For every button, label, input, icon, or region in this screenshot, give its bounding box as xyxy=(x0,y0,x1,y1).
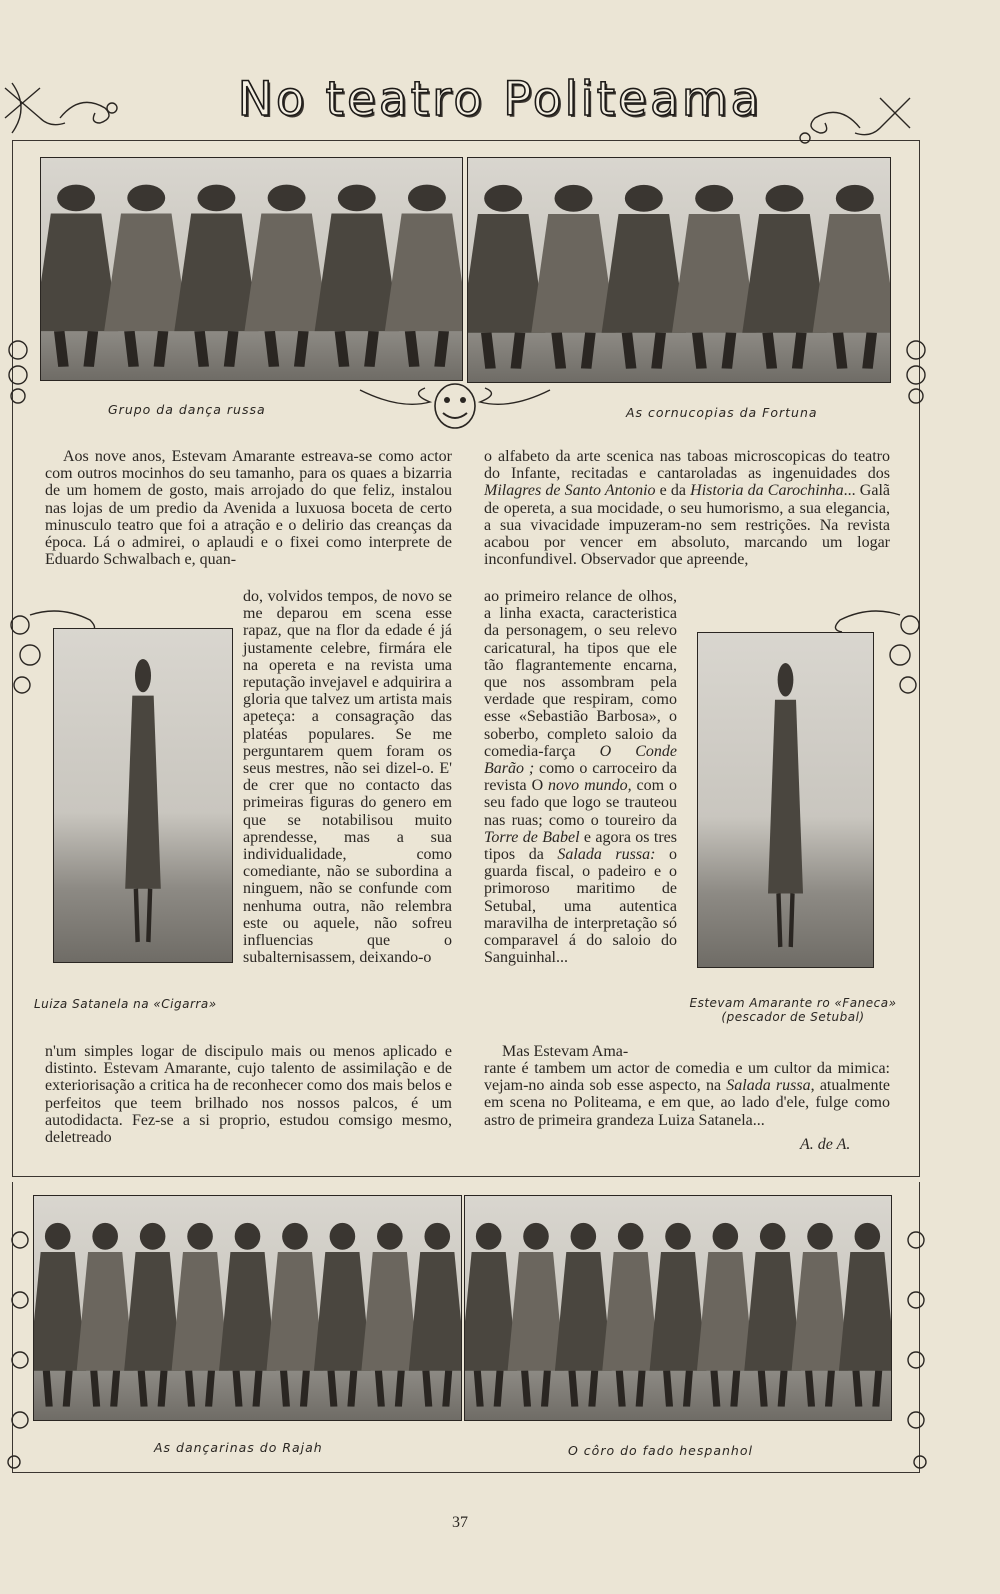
text-run: rante é tambem um actor de comedia e um cultor da mimica: vejam-no ainda sob esse aspecto, na xyxy=(484,1060,890,1095)
figure-silhouette xyxy=(266,1223,323,1407)
text-run: ao primeiro relance de olhos, a linha exacta, caracteristica da personagem, o seu relevo caricatural, ha tipos que ele tão flagrantemente encarna, que nos assombram pela verdade que respiram, como esse «Sebastião Barbosa», o soberbo, completo saloio da comedia-farça xyxy=(484,588,677,760)
text-run: , atualmente em scena no Politeama, e em que, ao lado d'ele, fulge como astro de primeira grandeza Luiza Satanela... xyxy=(484,1077,891,1129)
figure-silhouette xyxy=(768,663,803,947)
article-right-part3 xyxy=(484,1060,890,1129)
italic-work-title: Salada russa xyxy=(726,1077,811,1095)
italic-work-title: Historia da Carochinha xyxy=(690,482,844,500)
text-run: o alfabeto da arte scenica nas taboas microscopicas do teatro do Infante, recitadas e cantaroladas as ingenuidades dos xyxy=(484,448,890,483)
figure-silhouette xyxy=(34,1223,86,1407)
figure-silhouette xyxy=(742,185,826,369)
article-right-part2b xyxy=(484,1043,677,1060)
italic-work-title: novo mundo, xyxy=(548,777,632,795)
text-run: n'um simples logar de discipulo mais ou menos aplicado e distinto. Estevam Amarante, cujo talento de assimilação e de exteriorisação a critica ha de reconhecer como dos mais belos e perfeitos que teem brilhado nos nossos palcos, é um autodidacta. Fez-se a si proprio, estudou comsigo mesmo, deletreado xyxy=(45,1043,452,1147)
caption-coro-do-fado: O côro do fado hespanhol xyxy=(568,1443,753,1458)
figure-silhouette xyxy=(219,1223,276,1407)
figure-silhouette xyxy=(465,1223,517,1407)
caption-estevam-amarante: Estevam Amarante ro «Faneca» (pescador de Setubal) xyxy=(689,996,897,1024)
figure-silhouette xyxy=(508,1223,565,1407)
figure-silhouette xyxy=(104,185,188,367)
figure-silhouette xyxy=(672,185,756,369)
figure-silhouette xyxy=(602,1223,659,1407)
text-run: e agora os tres tipos da xyxy=(484,828,678,864)
photo-russian-dance-group xyxy=(40,157,463,381)
figure-silhouette xyxy=(555,1223,612,1407)
figure-silhouette xyxy=(531,185,615,369)
photo-image xyxy=(41,158,462,380)
photo-luiza-satanela xyxy=(53,628,233,963)
figure-silhouette xyxy=(697,1223,754,1407)
article-left-part2 xyxy=(243,588,452,966)
photo-image xyxy=(698,633,873,967)
text-run: Mas Estevam Ama- xyxy=(502,1043,629,1060)
photo-dancarinas-do-rajah xyxy=(33,1195,462,1421)
figure-silhouette xyxy=(124,1223,181,1407)
text-run: ... Galã de opereta, a sua mocidade, o seu humorismo, a sua elegancia, a sua vivacidade impuzeram-no sem restrições. Na revista acabou por vencer em absoluto, marcando um logar inconfundivel. Observador que apreende, xyxy=(484,482,891,569)
text-run: o guarda fiscal, o padeiro e o primoroso maritimo de Setubal, uma autentica maravilha de interpretação só comparavel á do saloio do Sanguinhal... xyxy=(484,846,678,967)
ornament-right-roses-icon xyxy=(896,330,936,410)
figure-silhouette xyxy=(385,185,462,367)
italic-work-title: Torre de Babel xyxy=(484,828,580,846)
figure-silhouette xyxy=(409,1223,461,1407)
article-left-part3 xyxy=(45,1043,452,1146)
figure-silhouette xyxy=(125,659,161,942)
theatre-mask-ornament-icon xyxy=(355,380,555,432)
figure-silhouette xyxy=(174,185,258,367)
ornament-bottom-right-roses-icon xyxy=(896,1200,936,1480)
figure-silhouette xyxy=(813,185,890,369)
italic-work-title: Milagres de Santo Antonio xyxy=(484,482,656,500)
photo-image xyxy=(465,1196,891,1420)
article-right-part1 xyxy=(484,448,890,568)
caption-dancarinas-do-rajah: As dançarinas do Rajah xyxy=(154,1440,323,1455)
figure-silhouette xyxy=(839,1223,891,1407)
page-number: 37 xyxy=(452,1514,468,1531)
ornament-left-roses-icon xyxy=(0,330,40,410)
italic-work-title: O Conde Barão ; xyxy=(484,742,677,778)
figure-silhouette xyxy=(244,185,328,367)
text-run: Aos nove anos, Estevam Amarante estreava-se como actor com outros mocinhos do seu tamanho, para os quaes a bizarria de um homem de gosto, mais arrojado do que feliz, instalou nas lojas de um predio da Avenida a luxuosa boceta de certo minusculo teatro que foi a atração e o delirio das creanças da época. Lá o admirei, o aplaudi e o fixei como interprete de Eduardo Schwalbach e, quan- xyxy=(45,448,452,569)
figure-silhouette xyxy=(314,1223,371,1407)
figure-silhouette xyxy=(650,1223,707,1407)
article-signature: A. de A. xyxy=(800,1136,851,1153)
caption-cornucopias: As cornucopias da Fortuna xyxy=(626,405,818,420)
caption-russian-dance: Grupo da dança russa xyxy=(108,402,266,417)
page-title: No teatro Politeama xyxy=(237,72,763,127)
figure-silhouette xyxy=(315,185,399,367)
photo-image xyxy=(34,1196,461,1420)
italic-work-title: Salada russa: xyxy=(557,846,656,864)
figure-silhouette xyxy=(602,185,686,369)
figure-silhouette xyxy=(172,1223,229,1407)
figure-silhouette xyxy=(77,1223,134,1407)
figure-silhouette xyxy=(468,185,545,369)
figure-silhouette xyxy=(361,1223,418,1407)
photo-cornucopias-da-fortuna xyxy=(467,157,891,383)
figure-silhouette xyxy=(41,185,118,367)
text-run: do, volvidos tempos, de novo se me deparou em scena esse rapaz, que na flor da edade é já justamente celebre, firmára ele na opereta e na revista uma reputação invejavel e adquirira a gloria que talvez um artista mais apeteça: a consagração das platéas populares. Se me perguntarem quem foram os seus mestres, não sei dizel-o. E' de crer que no contacto das primeiras figuras do genero em que se notabilisou muito aprendesse, mas a sua individualidade, como comediante, não se subordina a ninguem, não se confunde com nenhuma outra, não relembra este ou aquele, não sofreu influencias que o subalternisassem, deixando-o xyxy=(243,588,452,967)
figure-silhouette xyxy=(744,1223,801,1407)
caption-luiza-satanela: Luiza Satanela na «Cigarra» xyxy=(34,997,217,1011)
article-right-part2 xyxy=(484,588,677,966)
text-run: como o carroceiro da revista O xyxy=(484,760,678,795)
text-run: com o seu fado que logo se trauteou nas ruas; como o toureiro da xyxy=(484,777,678,829)
text-run: e da xyxy=(655,482,691,500)
photo-coro-do-fado-hespanhol xyxy=(464,1195,892,1421)
photo-image xyxy=(54,629,232,962)
figure-silhouette xyxy=(792,1223,849,1407)
photo-image xyxy=(468,158,890,382)
photo-estevam-amarante xyxy=(697,632,874,968)
article-left-part1 xyxy=(45,448,452,568)
